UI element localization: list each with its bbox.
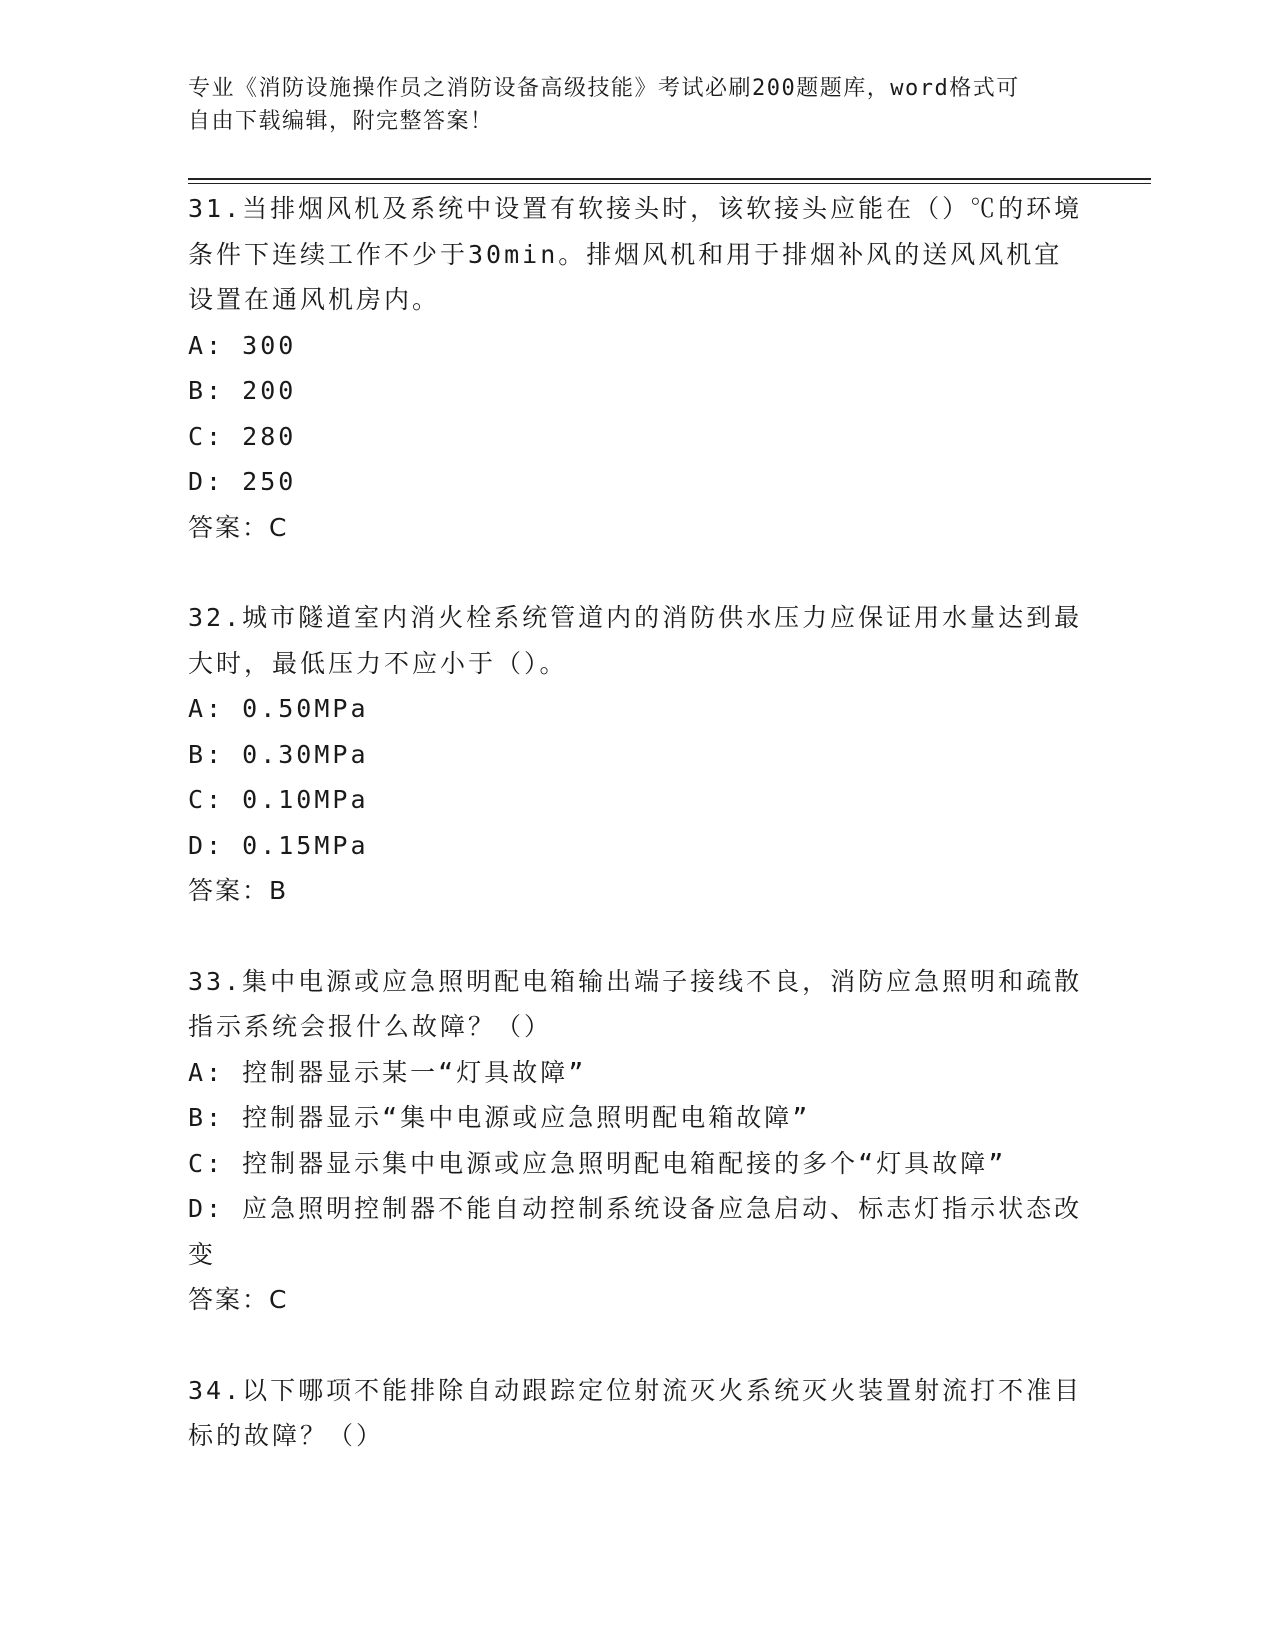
answer-label: 答案： bbox=[188, 1285, 270, 1314]
option-c: C: 控制器显示集中电源或应急照明配电箱配接的多个“灯具故障” bbox=[188, 1148, 1007, 1178]
question-stem: 32.城市隧道室内消火栓系统管道内的消防供水压力应保证用水量达到最大时，最低压力不应小于（）。 bbox=[188, 603, 1083, 678]
question-stem: 33.集中电源或应急照明配电箱输出端子接线不良，消防应急照明和疏散指示系统会报什么故障？（） bbox=[188, 966, 1083, 1041]
answer-value: C bbox=[269, 512, 290, 542]
option-c: C: 280 bbox=[188, 421, 297, 451]
answer-line bbox=[188, 1277, 1088, 1323]
answer-value: C bbox=[269, 1285, 290, 1314]
option-a: A: 300 bbox=[188, 330, 297, 360]
question-list bbox=[188, 186, 1088, 1459]
document-header bbox=[188, 72, 1088, 138]
header-line-1: 专业《消防设施操作员之消防设备高级技能》考试必刷200题题库，word格式可 bbox=[188, 76, 1020, 101]
question-stem: 34.以下哪项不能排除自动跟踪定位射流灭火系统灭火装置射流打不准目标的故障？（） bbox=[188, 1375, 1083, 1450]
question-34 bbox=[188, 1368, 1088, 1459]
answer-value: B bbox=[269, 876, 290, 905]
option-d: D: 应急照明控制器不能自动控制系统设备应急启动、标志灯指示状态改变 bbox=[188, 1194, 1083, 1269]
question-33 bbox=[188, 959, 1088, 1323]
option-a: A: 控制器显示某一“灯具故障” bbox=[188, 1057, 587, 1087]
header-divider-thin bbox=[188, 183, 1151, 184]
option-b: B: 控制器显示“集中电源或应急照明配电箱故障” bbox=[188, 1103, 811, 1132]
answer-line bbox=[188, 505, 1088, 551]
header-line-2: 自由下载编辑，附完整答案！ bbox=[188, 109, 494, 134]
option-c: C: 0.10MPa bbox=[188, 785, 369, 814]
answer-label: 答案： bbox=[188, 876, 270, 905]
answer-label: 答案： bbox=[188, 512, 270, 542]
option-d: D: 250 bbox=[188, 467, 297, 496]
question-31 bbox=[188, 186, 1088, 550]
option-b: B: 200 bbox=[188, 376, 297, 405]
header-divider-thick bbox=[188, 178, 1151, 180]
option-a: A: 0.50MPa bbox=[188, 694, 369, 723]
option-d: D: 0.15MPa bbox=[188, 830, 369, 860]
option-b: B: 0.30MPa bbox=[188, 739, 369, 769]
answer-line bbox=[188, 868, 1088, 914]
question-32 bbox=[188, 595, 1088, 914]
question-stem: 31.当排烟风机及系统中设置有软接头时，该软接头应能在（）℃的环境条件下连续工作不少于30min。排烟风机和用于排烟补风的送风风机宜设置在通风机房内。 bbox=[188, 194, 1083, 314]
